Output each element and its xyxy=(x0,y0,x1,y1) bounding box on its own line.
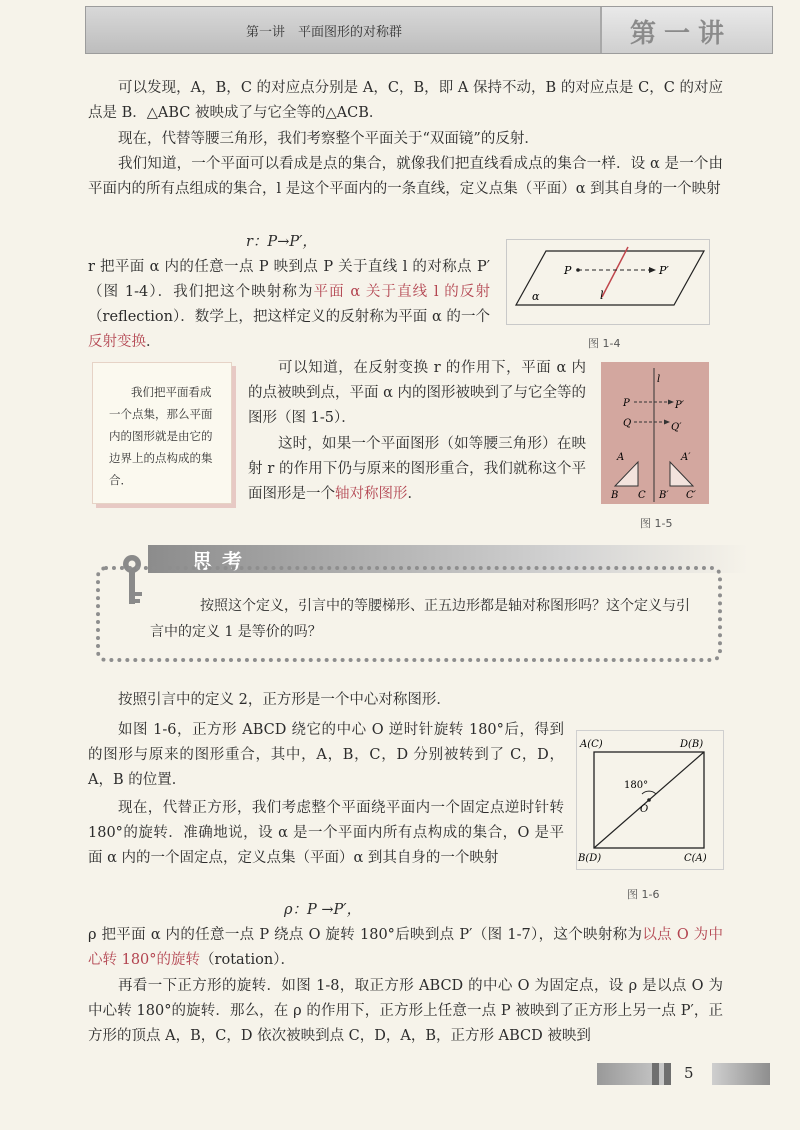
figure-1-4-frame xyxy=(507,240,710,325)
label-C-prime: C′ xyxy=(686,490,696,501)
label-A-prime: A′ xyxy=(681,452,691,463)
label-A: A xyxy=(617,452,625,463)
label-angle: 180° xyxy=(624,780,649,791)
paragraph-6 xyxy=(248,432,586,507)
label-P: P xyxy=(564,264,572,277)
think-text: 按照这个定义，引言中的等腰梯形、正五边形都是轴对称图形吗？这个定义与引言中的定义 1 是等价的吗？ xyxy=(150,598,690,640)
footer-bar-right xyxy=(712,1063,770,1085)
page-header xyxy=(85,6,773,54)
side-note xyxy=(92,362,232,504)
paragraph-4 xyxy=(88,255,490,355)
label-Q: Q xyxy=(623,418,632,429)
paragraph-8: 如图 1-6，正方形 ABCD 绕它的中心 O 逆时针旋转 180°后，得到的图形与原来的图形重合，其中，A，B，C，D 分别被转到了 C，D，A，B 的位置． xyxy=(88,722,564,788)
paragraph-6-text-b: ． xyxy=(407,486,422,502)
paragraph-4-text-b: （reflection）．数学上，把这样定义的反射称为平面 α 的一个 xyxy=(88,309,490,325)
term-reflection: 平面 α 关于直线 l 的反射 xyxy=(313,284,490,300)
figure-1-5-caption: 图 1-5 xyxy=(640,517,673,530)
term-rotation: 以点 O 为中心转 180°的旋转 xyxy=(88,927,724,968)
label-P-prime: P′ xyxy=(659,264,669,277)
label-l: l xyxy=(657,374,661,385)
figure-1-4-caption: 图 1-4 xyxy=(588,337,621,350)
side-note-text: 我们把平面看成一个点集，那么平面内的图形就是由它的边界上的点构成的集合． xyxy=(109,385,213,487)
paragraph-3: 我们知道，一个平面可以看成是点的集合，就像我们把直线看成点的集合一样．设 α 是一个由平面内的所有点组成的集合，l 是这个平面内的一条直线，定义点集（平面）α 到其自身的一个映射 xyxy=(88,156,723,197)
label-B: B xyxy=(611,490,619,501)
plane-parallelogram xyxy=(516,251,704,305)
think-label: 思考 xyxy=(192,549,252,573)
equation-rotation: ρ：P →P′， xyxy=(284,902,362,918)
label-C: C xyxy=(638,490,646,501)
center-O xyxy=(647,798,651,802)
equation-reflection: r：P→P′， xyxy=(246,234,317,250)
paragraph-4-text-a: r 把平面 α 内的任意一点 P 映到点 P 关于直线 l 的对称点 P′（图 1-4）．我们把这个映射称为 xyxy=(88,259,490,300)
figure-1-5 xyxy=(601,362,709,504)
paragraph-11: 再看一下正方形的旋转．如图 1-8，取正方形 ABCD 的中心 O 为固定点，设 ρ 是以点 O 为中心转 180°的旋转．那么，在 ρ 的作用下，正方形上任意一点 P 被映到了正方形上另一点 P′，正方形的顶点 A，B，C，D 依次被映到点 C，D，A，B，正方形 ABCD 被映到 xyxy=(88,978,723,1044)
label-B-prime: B′ xyxy=(659,490,669,501)
figure-1-4 xyxy=(506,239,710,325)
paragraph-10-text-a: ρ 把平面 α 内的任意一点 P 绕点 O 旋转 180°后映到点 P′（图 1-7），这个映射称为 xyxy=(88,927,643,943)
paragraph-4-text-c: ． xyxy=(146,334,161,350)
label-P-prime: P′ xyxy=(675,400,684,411)
label-C-A: C(A) xyxy=(684,853,707,864)
label-A-C: A(C) xyxy=(580,739,603,750)
term-axisymmetric: 轴对称图形 xyxy=(335,486,408,502)
label-l: l xyxy=(600,289,604,302)
term-reflection-transform: 反射变换 xyxy=(88,334,146,350)
footer-divider-1 xyxy=(652,1063,659,1085)
figure-1-5-background xyxy=(601,362,709,504)
paragraph-10-text-b: （rotation）． xyxy=(200,952,295,968)
line-l xyxy=(602,247,628,297)
paragraph-10 xyxy=(88,923,723,973)
chapter-tab-label: 第一讲 xyxy=(630,19,733,49)
figure-1-6 xyxy=(576,730,724,870)
paragraph-1: 可以发现，A，B，C 的对应点分别是 A，C，B，即 A 保持不动，B 的对应点是 C，C 的对应点是 B．△ABC 被映成了与它全等的△ACB． xyxy=(88,80,723,121)
paragraph-2: 现在，代替等腰三角形，我们考察整个平面关于“双面镜”的反射． xyxy=(118,131,539,147)
chapter-title: 第一讲 平面图形的对称群 xyxy=(246,25,403,40)
angle-arc xyxy=(642,791,656,794)
label-alpha: α xyxy=(532,290,540,303)
point-P xyxy=(576,268,580,272)
chapter-tab xyxy=(600,7,772,53)
page-number: 5 xyxy=(684,1064,694,1082)
arrow-head xyxy=(649,267,656,273)
label-P: P xyxy=(623,398,630,409)
label-Q-prime: Q′ xyxy=(671,422,682,433)
figure-1-6-caption: 图 1-6 xyxy=(627,888,660,901)
footer-divider-2 xyxy=(664,1063,671,1085)
label-O: O xyxy=(640,804,649,815)
paragraph-6-text-a: 这时，如果一个平面图形（如等腰三角形）在映射 r 的作用下仍与原来的图形重合，我们就称这个平面图形是一个 xyxy=(248,436,586,502)
paragraph-5: 可以知道，在反射变换 r 的作用下，平面 α 内的点被映到点，平面 α 内的图形被映到了与它全等的图形（图 1-5）． xyxy=(248,360,587,426)
paragraph-7: 按照引言中的定义 2，正方形是一个中心对称图形． xyxy=(118,692,451,708)
label-D-B: D(B) xyxy=(680,739,704,750)
label-B-D: B(D) xyxy=(578,853,602,864)
paragraph-9: 现在，代替正方形，我们考虑整个平面绕平面内一个固定点逆时针转 180°的旋转．准确地说，设 α 是一个平面内所有点构成的集合，O 是平面 α 内的一个固定点，定义点集（平面）α 到其自身的一个映射 xyxy=(88,800,564,866)
